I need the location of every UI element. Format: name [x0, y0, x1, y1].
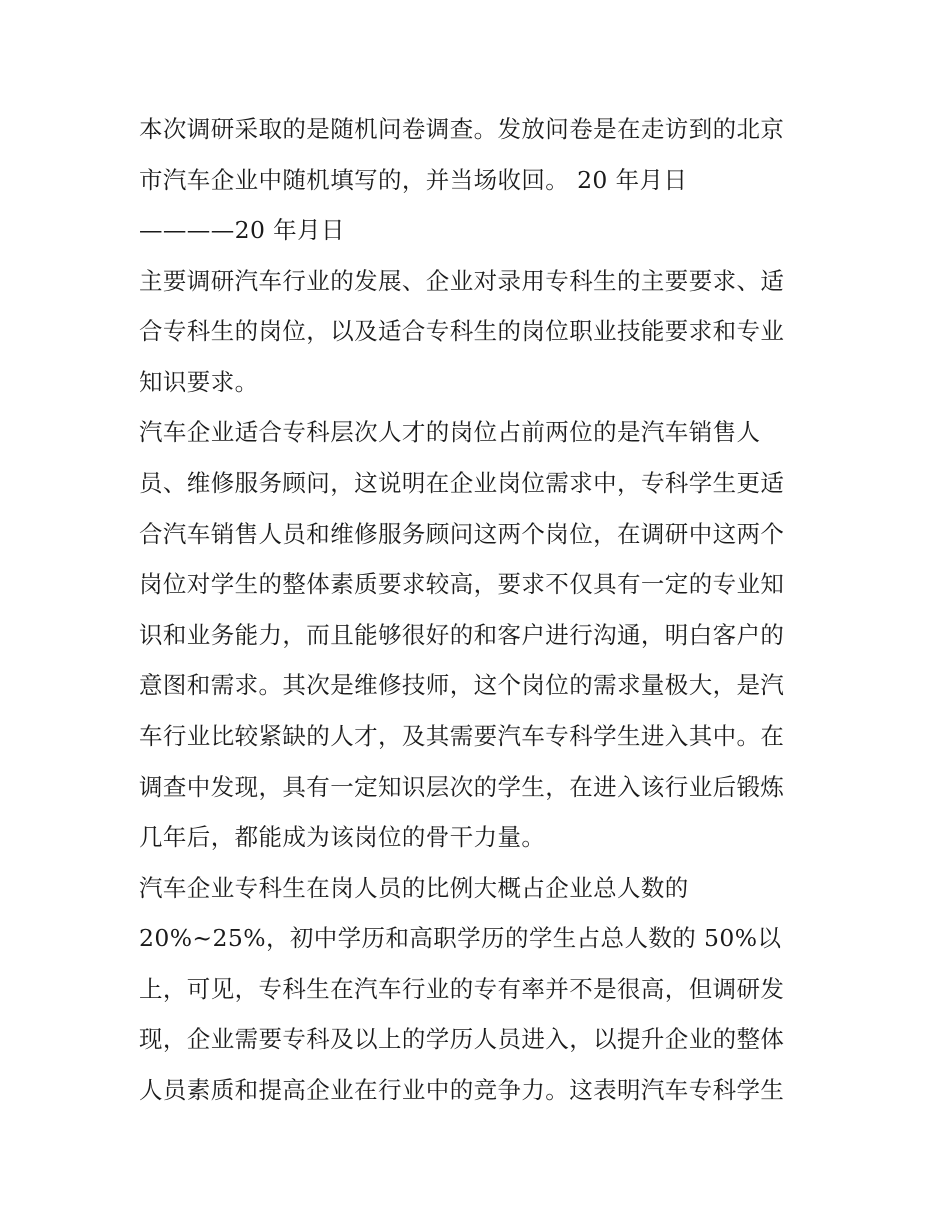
text-line: 几年后，都能成为该岗位的骨干力量。 — [139, 823, 546, 851]
text-line: 主要调研汽车行业的发展、企业对录用专科生的主要要求、适 — [139, 267, 785, 295]
text-line: 现，企业需要专科及以上的学历人员进入，以提升企业的整体 — [139, 1025, 785, 1053]
text-line: 合专科生的岗位，以及适合专科生的岗位职业技能要求和专业 — [139, 317, 785, 345]
text-line: 车行业比较紧缺的人才，及其需要汽车专科学生进入其中。在 — [139, 722, 785, 750]
text-line: 汽车企业专科生在岗人员的比例大概占企业总人数的 — [139, 874, 689, 902]
text-line: 市汽车企业中随机填写的，并当场收回。 20 年月日 — [139, 166, 688, 194]
text-line: 合汽车销售人员和维修服务顾问这两个岗位，在调研中这两个 — [139, 520, 785, 548]
text-line: 本次调研采取的是随机问卷调查。发放问卷是在走访到的北京 — [139, 115, 785, 143]
text-line: 知识要求。 — [139, 368, 259, 396]
text-line: 意图和需求。其次是维修技师，这个岗位的需求量极大，是汽 — [139, 671, 785, 699]
text-line: ————20 年月日 — [139, 216, 345, 244]
text-line: 人员素质和提高企业在行业中的竞争力。这表明汽车专科学生 — [139, 1076, 785, 1104]
text-line: 调查中发现，具有一定知识层次的学生，在进入该行业后锻炼 — [139, 773, 785, 801]
text-line: 岗位对学生的整体素质要求较高，要求不仅具有一定的专业知 — [139, 570, 785, 598]
text-line: 汽车企业适合专科层次人才的岗位占前两位的是汽车销售人 — [139, 418, 761, 446]
text-line: 员、维修服务顾问，这说明在企业岗位需求中，专科学生更适 — [139, 469, 785, 497]
text-line: 识和业务能力，而且能够很好的和客户进行沟通，明白客户的 — [139, 621, 785, 649]
text-line: 20%~25%，初中学历和高职学历的学生占总人数的 50%以 — [139, 924, 782, 952]
text-line: 上，可见，专科生在汽车行业的专有率并不是很高，但调研发 — [139, 975, 785, 1003]
